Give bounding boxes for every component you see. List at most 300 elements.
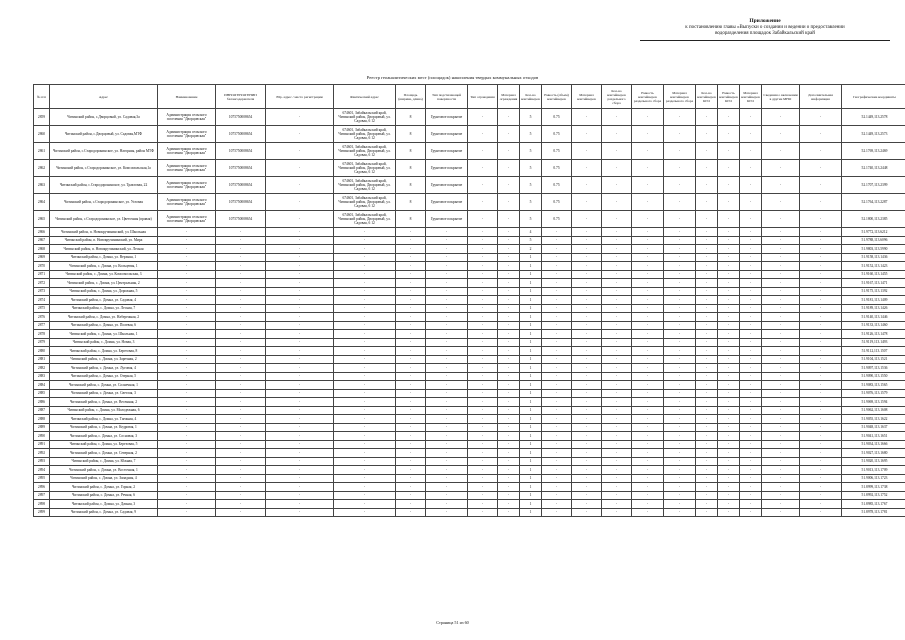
cell-empty: - bbox=[718, 330, 740, 339]
cell-jur: - bbox=[266, 160, 334, 177]
cell-empty: - bbox=[762, 364, 800, 373]
cell-empty: - bbox=[158, 330, 216, 339]
cell-coord: 51.9090,113.1550 bbox=[842, 372, 905, 381]
cell-empty: - bbox=[632, 457, 664, 466]
cell-c_sep: - bbox=[602, 126, 632, 143]
cell-empty: - bbox=[602, 474, 632, 483]
cell-addr: Читинский район, с. Домна, ул. Южная, 7 bbox=[50, 457, 158, 466]
cell-empty: - bbox=[572, 245, 602, 254]
cell-coord: 51.9055,113.1622 bbox=[842, 415, 905, 424]
cell-empty: - bbox=[632, 440, 664, 449]
cell-empty: - bbox=[468, 449, 498, 458]
cell-empty: - bbox=[498, 313, 520, 322]
table-row bbox=[34, 287, 905, 296]
cell-no: 2865 bbox=[34, 211, 50, 228]
cell-no: 2879 bbox=[34, 338, 50, 347]
cell-area: 8 bbox=[396, 211, 426, 228]
cell-empty: - bbox=[762, 270, 800, 279]
cell-empty: - bbox=[158, 355, 216, 364]
cell-fact: 674601, Забайкальский край, Читинский район, Дворцовый, ул. Садовая, 6 12 bbox=[334, 143, 396, 160]
column-header: Материал контейнеров bbox=[572, 85, 602, 109]
cell-empty: - bbox=[396, 296, 426, 305]
cell-empty: - bbox=[426, 296, 468, 305]
cell-mat: - bbox=[572, 160, 602, 177]
cell-empty: - bbox=[664, 338, 696, 347]
cell-empty: - bbox=[762, 262, 800, 271]
cell-empty: - bbox=[740, 279, 762, 288]
cell-empty: - bbox=[664, 236, 696, 245]
cell-addr: Читинский район, с. Домна, ул. Комсомольская, 3 bbox=[50, 270, 158, 279]
cell-fence: - bbox=[468, 126, 498, 143]
cell-addr: Читинский район, с. Домна, ул. Луговая, 4 bbox=[50, 364, 158, 373]
cell-m_sep: - bbox=[664, 126, 696, 143]
cell-empty: - bbox=[468, 483, 498, 492]
cell-info: - bbox=[800, 109, 842, 126]
cell-empty: - bbox=[718, 270, 740, 279]
cell-empty: - bbox=[664, 474, 696, 483]
cell-empty: - bbox=[718, 355, 740, 364]
cell-empty: - bbox=[696, 508, 718, 517]
cell-empty: - bbox=[426, 381, 468, 390]
cell-empty: - bbox=[426, 491, 468, 500]
cell-coord: 51.9133,113.1460 bbox=[842, 321, 905, 330]
cell-empty: - bbox=[396, 483, 426, 492]
cell-empty: - bbox=[216, 253, 266, 262]
cell-empty: - bbox=[498, 457, 520, 466]
cell-empty: - bbox=[800, 432, 842, 441]
cell-addr: Читинский район, с. Домна, ул. Береговая, 8 bbox=[50, 347, 158, 356]
cell-cnt: 1 bbox=[520, 253, 542, 262]
cell-empty: - bbox=[216, 355, 266, 364]
cell-no: 2889 bbox=[34, 423, 50, 432]
cell-no: 2870 bbox=[34, 262, 50, 271]
cell-no: 2896 bbox=[34, 483, 50, 492]
cell-cnt: 1 bbox=[520, 279, 542, 288]
page-footer: Страница 51 из 60 bbox=[436, 620, 469, 625]
cell-empty: - bbox=[468, 372, 498, 381]
cell-empty: - bbox=[762, 372, 800, 381]
cell-empty: - bbox=[542, 313, 572, 322]
cell-empty: - bbox=[572, 313, 602, 322]
cell-empty: - bbox=[602, 372, 632, 381]
cell-empty: - bbox=[498, 296, 520, 305]
cell-empty: - bbox=[426, 423, 468, 432]
cell-coord: 51.9020,113.1695 bbox=[842, 457, 905, 466]
cell-empty: - bbox=[632, 347, 664, 356]
cell-c_kgo: - bbox=[696, 109, 718, 126]
cell-empty: - bbox=[632, 228, 664, 237]
cell-addr: Читинский район, с.Дворцовый, ул. Садовая,3а bbox=[50, 109, 158, 126]
cell-empty: - bbox=[266, 228, 334, 237]
cell-surface: Грунтовое покрытие bbox=[426, 177, 468, 194]
table-row bbox=[34, 364, 905, 373]
cell-c_sep: - bbox=[602, 143, 632, 160]
cell-no: 2869 bbox=[34, 253, 50, 262]
cell-empty: - bbox=[632, 364, 664, 373]
table-row bbox=[34, 262, 905, 271]
cell-empty: - bbox=[158, 474, 216, 483]
cell-empty: - bbox=[740, 449, 762, 458]
cell-addr: Читинский район, с.Стародоронинское, ул. Угловая bbox=[50, 194, 158, 211]
cell-empty: - bbox=[334, 338, 396, 347]
cell-empty: - bbox=[696, 321, 718, 330]
cell-empty: - bbox=[762, 338, 800, 347]
cell-coord: 51.9048,113.1637 bbox=[842, 423, 905, 432]
table-row bbox=[34, 109, 905, 126]
cell-empty: - bbox=[158, 270, 216, 279]
cell-empty: - bbox=[632, 236, 664, 245]
cell-v_sep: - bbox=[632, 109, 664, 126]
cell-empty: - bbox=[602, 245, 632, 254]
cell-empty: - bbox=[266, 338, 334, 347]
cell-empty: - bbox=[542, 228, 572, 237]
cell-fence: - bbox=[468, 143, 498, 160]
cell-empty: - bbox=[572, 338, 602, 347]
cell-empty: - bbox=[542, 381, 572, 390]
cell-addr: Читинский район, с.Дворцовый, ул. Садовая,МТФ bbox=[50, 126, 158, 143]
cell-empty: - bbox=[396, 423, 426, 432]
cell-empty: - bbox=[542, 372, 572, 381]
cell-empty: - bbox=[740, 338, 762, 347]
table-row bbox=[34, 406, 905, 415]
cell-empty: - bbox=[664, 287, 696, 296]
cell-empty: - bbox=[740, 381, 762, 390]
cell-m_kgo: - bbox=[740, 109, 762, 126]
cell-v_kgo: - bbox=[718, 126, 740, 143]
cell-inn: 1075750008654 bbox=[216, 109, 266, 126]
cell-empty: - bbox=[602, 287, 632, 296]
cell-empty: - bbox=[266, 364, 334, 373]
cell-fmat: - bbox=[498, 160, 520, 177]
cell-empty: - bbox=[158, 313, 216, 322]
cell-empty: - bbox=[664, 253, 696, 262]
cell-surface: Грунтовое покрытие bbox=[426, 211, 468, 228]
cell-empty: - bbox=[572, 355, 602, 364]
cell-cnt: 1 bbox=[520, 313, 542, 322]
cell-empty: - bbox=[762, 457, 800, 466]
cell-empty: - bbox=[266, 474, 334, 483]
cell-cnt: 1 bbox=[520, 287, 542, 296]
cell-no: 2864 bbox=[34, 194, 50, 211]
cell-empty: - bbox=[216, 262, 266, 271]
cell-empty: - bbox=[498, 287, 520, 296]
column-header: Тип ограждения bbox=[468, 85, 498, 109]
cell-cnt: 1 bbox=[520, 270, 542, 279]
cell-empty: - bbox=[426, 449, 468, 458]
cell-empty: - bbox=[696, 449, 718, 458]
cell-empty: - bbox=[762, 474, 800, 483]
cell-empty: - bbox=[334, 321, 396, 330]
cell-org: Администрация сельского поселения "Дворцовская" bbox=[158, 177, 216, 194]
cell-mno: - bbox=[762, 126, 800, 143]
cell-cnt: 5 bbox=[520, 236, 542, 245]
cell-org: Администрация сельского поселения "Дворцовская" bbox=[158, 126, 216, 143]
cell-inn: 1075750008654 bbox=[216, 126, 266, 143]
cell-empty: - bbox=[542, 355, 572, 364]
cell-empty: - bbox=[334, 432, 396, 441]
cell-fact: 674601, Забайкальский край, Читинский район, Дворцовый, ул. Садовая, 6 12 bbox=[334, 126, 396, 143]
cell-empty: - bbox=[632, 449, 664, 458]
cell-coord: 51.9013,113.1709 bbox=[842, 466, 905, 475]
cell-empty: - bbox=[800, 457, 842, 466]
cell-empty: - bbox=[216, 500, 266, 509]
cell-c_kgo: - bbox=[696, 160, 718, 177]
cell-addr: Читинский район, с. Домна, ул. Северная, 2 bbox=[50, 449, 158, 458]
cell-mno: - bbox=[762, 211, 800, 228]
cell-empty: - bbox=[426, 355, 468, 364]
cell-mat: - bbox=[572, 177, 602, 194]
cell-empty: - bbox=[396, 245, 426, 254]
cell-empty: - bbox=[542, 440, 572, 449]
cell-empty: - bbox=[396, 500, 426, 509]
cell-empty: - bbox=[740, 270, 762, 279]
cell-empty: - bbox=[216, 313, 266, 322]
cell-empty: - bbox=[800, 474, 842, 483]
cell-empty: - bbox=[800, 245, 842, 254]
cell-empty: - bbox=[468, 313, 498, 322]
cell-empty: - bbox=[718, 262, 740, 271]
cell-empty: - bbox=[542, 466, 572, 475]
cell-empty: - bbox=[542, 457, 572, 466]
cell-v_kgo: - bbox=[718, 177, 740, 194]
cell-fact: 674601, Забайкальский край, Читинский район, Дворцовый, ул. Садовая, 6 12 bbox=[334, 177, 396, 194]
column-header: Наименование bbox=[158, 85, 216, 109]
cell-empty: - bbox=[696, 338, 718, 347]
cell-empty: - bbox=[334, 228, 396, 237]
table-row bbox=[34, 270, 905, 279]
cell-empty: - bbox=[664, 364, 696, 373]
cell-empty: - bbox=[334, 457, 396, 466]
cell-empty: - bbox=[542, 270, 572, 279]
cell-empty: - bbox=[572, 491, 602, 500]
cell-empty: - bbox=[498, 321, 520, 330]
cell-empty: - bbox=[696, 347, 718, 356]
cell-no: 2892 bbox=[34, 449, 50, 458]
cell-empty: - bbox=[762, 228, 800, 237]
cell-jur: - bbox=[266, 143, 334, 160]
cell-empty: - bbox=[762, 304, 800, 313]
cell-empty: - bbox=[498, 372, 520, 381]
cell-empty: - bbox=[602, 355, 632, 364]
cell-empty: - bbox=[696, 423, 718, 432]
cell-coord: 51.9034,113.1666 bbox=[842, 440, 905, 449]
cell-empty: - bbox=[426, 253, 468, 262]
cell-surface: Грунтовое покрытие bbox=[426, 143, 468, 160]
cell-empty: - bbox=[664, 406, 696, 415]
cell-empty: - bbox=[426, 270, 468, 279]
cell-fence: - bbox=[468, 109, 498, 126]
cell-empty: - bbox=[632, 338, 664, 347]
table-row bbox=[34, 347, 905, 356]
cell-empty: - bbox=[468, 457, 498, 466]
cell-empty: - bbox=[498, 508, 520, 517]
cell-empty: - bbox=[632, 355, 664, 364]
cell-empty: - bbox=[498, 466, 520, 475]
cell-cnt: 1 bbox=[520, 491, 542, 500]
column-header: Юр. адрес / место регистрации bbox=[266, 85, 334, 109]
table-row bbox=[34, 211, 905, 228]
cell-empty: - bbox=[158, 406, 216, 415]
cell-empty: - bbox=[800, 330, 842, 339]
cell-empty: - bbox=[762, 279, 800, 288]
cell-cnt: 4 bbox=[520, 228, 542, 237]
cell-empty: - bbox=[468, 474, 498, 483]
cell-no: 2894 bbox=[34, 466, 50, 475]
cell-empty: - bbox=[664, 270, 696, 279]
cell-empty: - bbox=[334, 389, 396, 398]
cell-empty: - bbox=[396, 347, 426, 356]
cell-coord: 51.8999,113.1738 bbox=[842, 483, 905, 492]
table-header-row bbox=[34, 85, 905, 109]
cell-empty: - bbox=[632, 372, 664, 381]
cell-empty: - bbox=[632, 313, 664, 322]
cell-empty: - bbox=[542, 338, 572, 347]
cell-empty: - bbox=[718, 236, 740, 245]
cell-empty: - bbox=[718, 381, 740, 390]
cell-empty: - bbox=[572, 287, 602, 296]
cell-empty: - bbox=[266, 372, 334, 381]
cell-empty: - bbox=[572, 330, 602, 339]
cell-empty: - bbox=[426, 500, 468, 509]
table-row bbox=[34, 245, 905, 254]
cell-empty: - bbox=[266, 423, 334, 432]
cell-empty: - bbox=[664, 500, 696, 509]
cell-empty: - bbox=[572, 449, 602, 458]
cell-cnt: 1 bbox=[520, 415, 542, 424]
cell-empty: - bbox=[664, 304, 696, 313]
cell-empty: - bbox=[542, 474, 572, 483]
cell-cnt: 1 bbox=[520, 432, 542, 441]
cell-addr: Читинский район, с. Домна, ул. Березовая, 5 bbox=[50, 440, 158, 449]
cell-empty: - bbox=[266, 432, 334, 441]
cell-addr: Читинский район, с. Домна, ул. Горная, 2 bbox=[50, 483, 158, 492]
cell-empty: - bbox=[542, 262, 572, 271]
cell-cnt: 5 bbox=[520, 177, 542, 194]
cell-empty: - bbox=[762, 245, 800, 254]
cell-coord: 52.1800,113.2385 bbox=[842, 211, 905, 228]
cell-empty: - bbox=[334, 330, 396, 339]
cell-addr: Читинский район, с. Домна, ул. Новая, 3 bbox=[50, 338, 158, 347]
cell-coord: 51.9152,113.1423 bbox=[842, 262, 905, 271]
cell-empty: - bbox=[800, 236, 842, 245]
cell-vol: 0.75 bbox=[542, 126, 572, 143]
cell-cnt: 1 bbox=[520, 457, 542, 466]
cell-empty: - bbox=[542, 449, 572, 458]
cell-empty: - bbox=[498, 270, 520, 279]
cell-empty: - bbox=[572, 381, 602, 390]
cell-empty: - bbox=[542, 347, 572, 356]
column-header: № п/п bbox=[34, 85, 50, 109]
cell-coord: 51.9167,113.1471 bbox=[842, 279, 905, 288]
cell-empty: - bbox=[216, 415, 266, 424]
cell-empty: - bbox=[696, 304, 718, 313]
cell-inn: 1075750008654 bbox=[216, 160, 266, 177]
cell-mat: - bbox=[572, 211, 602, 228]
cell-empty: - bbox=[718, 321, 740, 330]
table-row bbox=[34, 143, 905, 160]
cell-addr: Читинский район, с. Домна, ул. Таежная, 4 bbox=[50, 415, 158, 424]
cell-empty: - bbox=[664, 483, 696, 492]
cell-empty: - bbox=[396, 228, 426, 237]
cell-empty: - bbox=[740, 508, 762, 517]
cell-empty: - bbox=[396, 449, 426, 458]
cell-v_sep: - bbox=[632, 126, 664, 143]
cell-empty: - bbox=[468, 270, 498, 279]
cell-empty: - bbox=[602, 228, 632, 237]
cell-empty: - bbox=[396, 432, 426, 441]
cell-addr: Читинский район, с. Домна, ул. Светлая, 3 bbox=[50, 389, 158, 398]
cell-addr: Читинский район, п. Новокручининский, ул. Мира bbox=[50, 236, 158, 245]
column-header: Дополнительная информация bbox=[800, 85, 842, 109]
cell-empty: - bbox=[334, 313, 396, 322]
cell-empty: - bbox=[468, 296, 498, 305]
cell-info: - bbox=[800, 177, 842, 194]
cell-empty: - bbox=[800, 449, 842, 458]
cell-empty: - bbox=[426, 398, 468, 407]
cell-empty: - bbox=[696, 236, 718, 245]
cell-empty: - bbox=[158, 440, 216, 449]
column-header: Тип подстилающей поверхности bbox=[426, 85, 468, 109]
cell-empty: - bbox=[396, 279, 426, 288]
cell-empty: - bbox=[572, 372, 602, 381]
cell-empty: - bbox=[266, 355, 334, 364]
cell-empty: - bbox=[718, 279, 740, 288]
cell-c_kgo: - bbox=[696, 126, 718, 143]
cell-v_sep: - bbox=[632, 194, 664, 211]
cell-empty: - bbox=[602, 262, 632, 271]
cell-empty: - bbox=[696, 466, 718, 475]
cell-jur: - bbox=[266, 126, 334, 143]
cell-area: 8 bbox=[396, 194, 426, 211]
cell-empty: - bbox=[696, 245, 718, 254]
cell-empty: - bbox=[572, 432, 602, 441]
cell-fact: 674601, Забайкальский край, Читинский район, Дворцовый, ул. Садовая, 6 12 bbox=[334, 109, 396, 126]
cell-empty: - bbox=[740, 491, 762, 500]
cell-cnt: 1 bbox=[520, 508, 542, 517]
cell-empty: - bbox=[664, 262, 696, 271]
cell-empty: - bbox=[762, 313, 800, 322]
cell-empty: - bbox=[762, 389, 800, 398]
cell-empty: - bbox=[334, 398, 396, 407]
cell-empty: - bbox=[740, 372, 762, 381]
cell-empty: - bbox=[334, 262, 396, 271]
cell-empty: - bbox=[572, 423, 602, 432]
cell-coord: 51.9083,113.1565 bbox=[842, 381, 905, 390]
cell-empty: - bbox=[158, 508, 216, 517]
cell-empty: - bbox=[718, 287, 740, 296]
cell-mno: - bbox=[762, 177, 800, 194]
cell-empty: - bbox=[216, 236, 266, 245]
cell-empty: - bbox=[426, 483, 468, 492]
cell-empty: - bbox=[334, 287, 396, 296]
cell-empty: - bbox=[664, 372, 696, 381]
cell-empty: - bbox=[396, 287, 426, 296]
cell-no: 2867 bbox=[34, 236, 50, 245]
cell-empty: - bbox=[334, 466, 396, 475]
cell-empty: - bbox=[426, 304, 468, 313]
cell-empty: - bbox=[158, 491, 216, 500]
cell-empty: - bbox=[426, 457, 468, 466]
cell-org: Администрация сельского поселения "Дворцовская" bbox=[158, 109, 216, 126]
cell-empty: - bbox=[468, 364, 498, 373]
cell-empty: - bbox=[664, 508, 696, 517]
cell-empty: - bbox=[572, 440, 602, 449]
cell-empty: - bbox=[498, 440, 520, 449]
cell-empty: - bbox=[718, 398, 740, 407]
cell-surface: Грунтовое покрытие bbox=[426, 194, 468, 211]
cell-empty: - bbox=[334, 423, 396, 432]
cell-empty: - bbox=[266, 253, 334, 262]
